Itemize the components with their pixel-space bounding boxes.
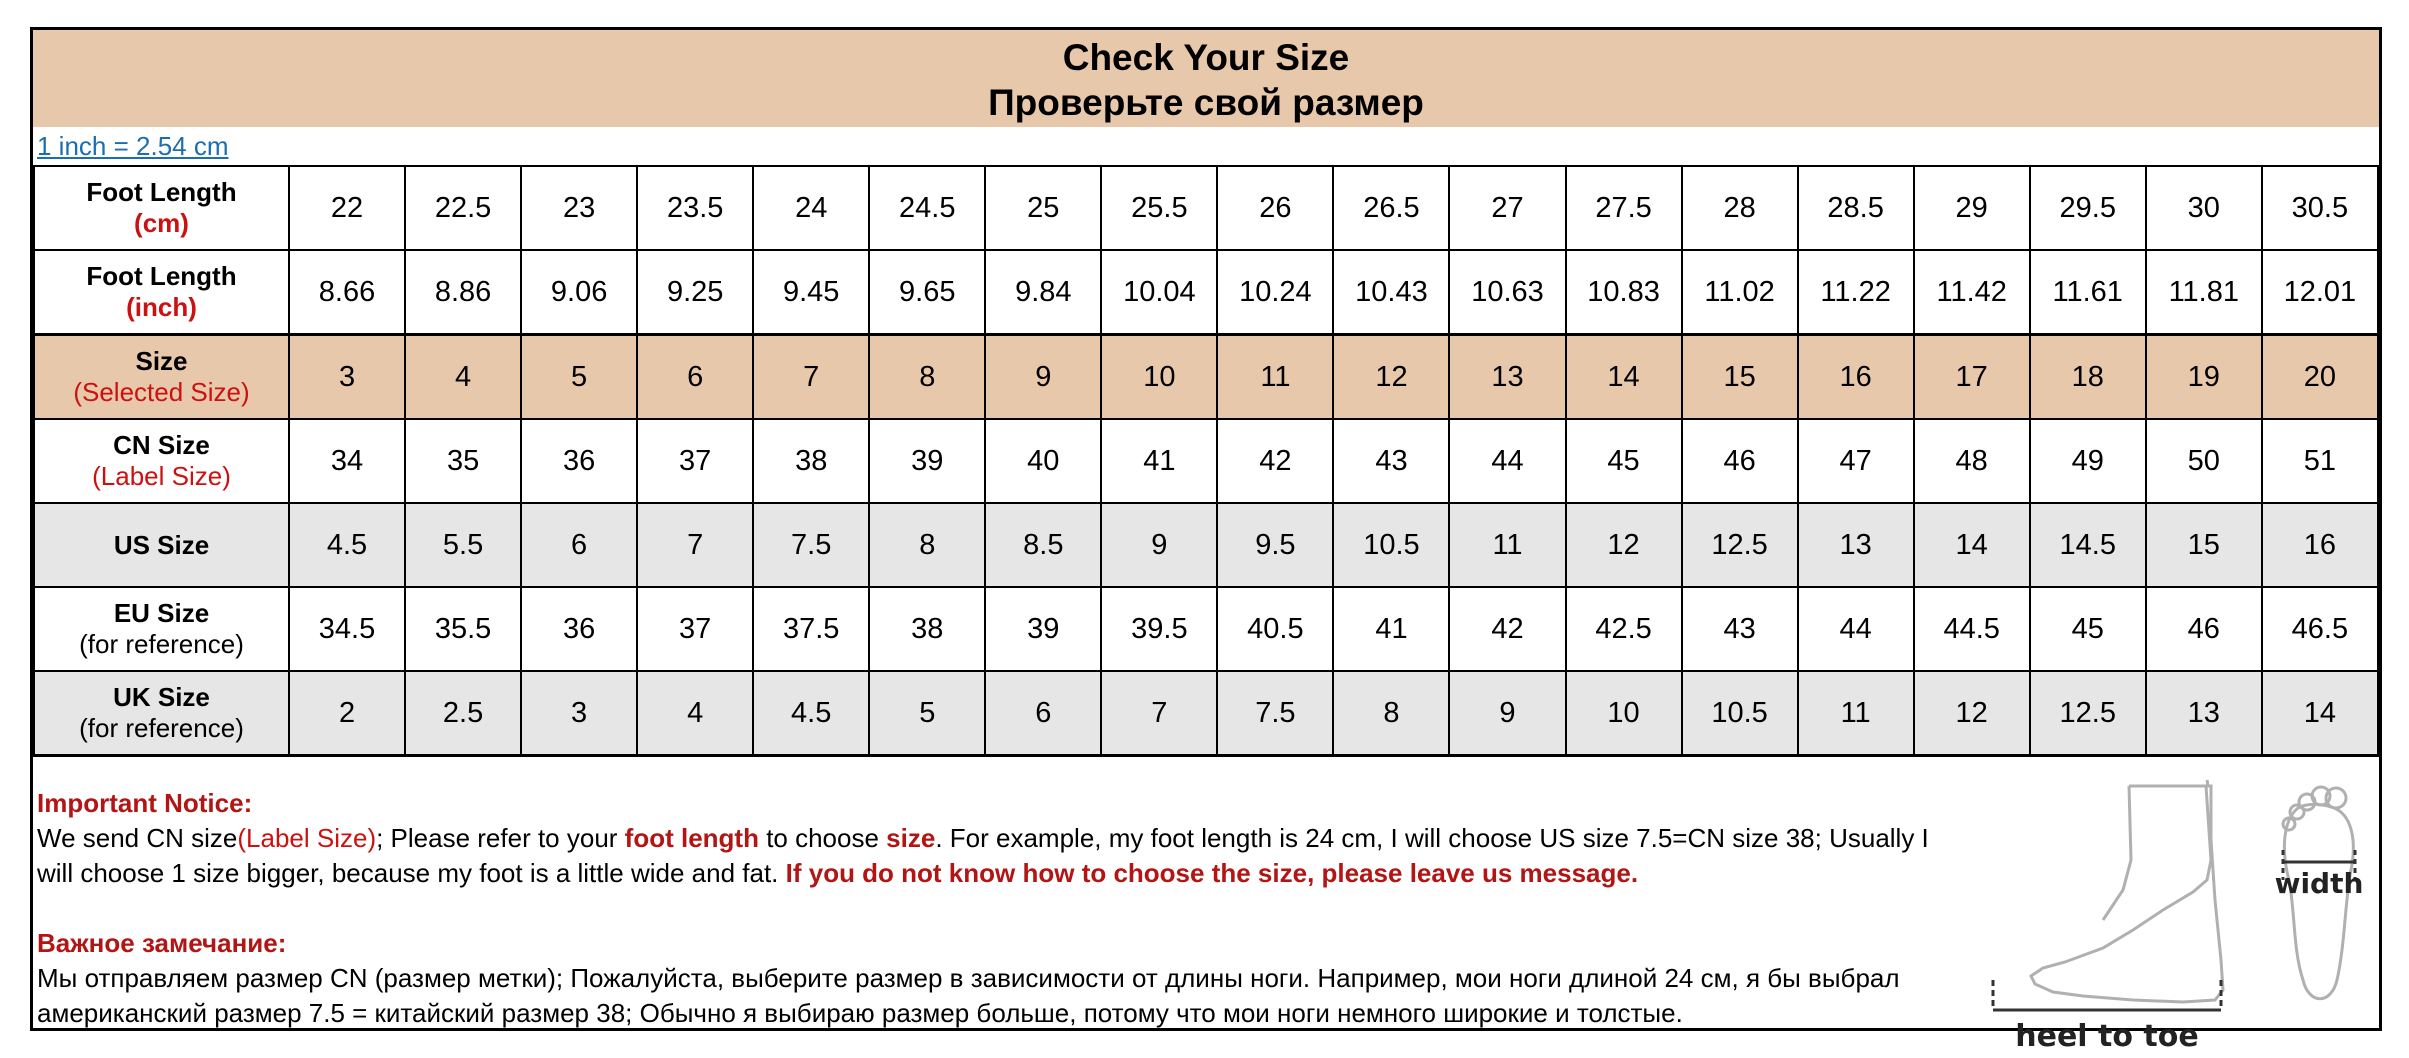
- notice-text: to choose: [758, 823, 887, 853]
- size-cell: 9: [1449, 671, 1565, 756]
- size-cell: 6: [521, 503, 637, 587]
- size-cell: 2.5: [405, 671, 521, 756]
- size-cell: 13: [1449, 335, 1565, 420]
- notice-body-en: [37, 821, 1957, 891]
- size-cell: 40.5: [1217, 587, 1333, 671]
- size-cell: 18: [2030, 335, 2146, 420]
- row-label-main: US Size: [113, 529, 210, 560]
- table-row: [34, 587, 2378, 671]
- row-label-main: Size: [135, 346, 188, 376]
- size-cell: 14: [1566, 335, 1682, 420]
- row-label: [34, 587, 289, 671]
- size-cell: 39: [985, 587, 1101, 671]
- row-label: [34, 671, 289, 756]
- size-cell: 44: [1798, 587, 1914, 671]
- size-cell: 11.42: [1914, 250, 2030, 335]
- size-cell: 11.81: [2146, 250, 2262, 335]
- size-cell: 13: [2146, 671, 2262, 756]
- size-cell: 10.63: [1449, 250, 1565, 335]
- size-cell: 51: [2262, 419, 2378, 503]
- row-label: [34, 335, 289, 420]
- size-cell: 41: [1101, 419, 1217, 503]
- size-cell: 6: [637, 335, 753, 420]
- size-cell: 46: [1682, 419, 1798, 503]
- size-cell: 23.5: [637, 166, 753, 250]
- size-cell: 29: [1914, 166, 2030, 250]
- size-cell: 34: [289, 419, 405, 503]
- table-row: [34, 250, 2378, 335]
- size-cell: 46: [2146, 587, 2262, 671]
- width-label: width: [2274, 867, 2364, 900]
- size-cell: 20: [2262, 335, 2378, 420]
- size-cell: 44.5: [1914, 587, 2030, 671]
- size-cell: 30: [2146, 166, 2262, 250]
- size-cell: 12.5: [1682, 503, 1798, 587]
- size-cell: 47: [1798, 419, 1914, 503]
- size-cell: 2: [289, 671, 405, 756]
- size-cell: 9.65: [869, 250, 985, 335]
- size-cell: 7: [753, 335, 869, 420]
- size-cell: 11.22: [1798, 250, 1914, 335]
- size-cell: 25.5: [1101, 166, 1217, 250]
- size-cell: 14.5: [2030, 503, 2146, 587]
- size-cell: 37: [637, 587, 753, 671]
- size-cell: 8: [1333, 671, 1449, 756]
- title-russian: Проверьте свой размер: [988, 82, 1424, 123]
- size-cell: 7: [1101, 671, 1217, 756]
- size-cell: 3: [289, 335, 405, 420]
- notice-text: ; Please refer to your: [376, 823, 625, 853]
- size-cell: 22: [289, 166, 405, 250]
- size-cell: 12.5: [2030, 671, 2146, 756]
- size-cell: 10.04: [1101, 250, 1217, 335]
- row-label: [34, 166, 289, 250]
- size-cell: 9.25: [637, 250, 753, 335]
- size-cell: 7.5: [753, 503, 869, 587]
- size-cell: 5: [869, 671, 985, 756]
- size-cell: 6: [985, 671, 1101, 756]
- row-label-sub: (for reference): [79, 713, 244, 743]
- size-cell: 25: [985, 166, 1101, 250]
- row-label: [34, 419, 289, 503]
- table-row: [34, 166, 2378, 250]
- notice-foot-length: foot length: [624, 823, 759, 853]
- size-chart: [30, 27, 2382, 1054]
- title-english: Check Your Size: [1062, 37, 1350, 78]
- size-cell: 28: [1682, 166, 1798, 250]
- size-cell: 16: [1798, 335, 1914, 420]
- notice-body-ru: Мы отправляем размер CN (размер метки); Пожалуйста, выберите размер в зависимости от длины ноги. Например, мои ноги длиной 24 см, я бы выбрал американский размер 7.5 = китайский размер 38; Обычно я выбираю размер больше, потому что мои ноги немного широкие и толстые.: [37, 963, 1900, 1028]
- size-cell: 16: [2262, 503, 2378, 587]
- row-label-sub: (inch): [126, 292, 197, 322]
- size-cell: 23: [521, 166, 637, 250]
- size-cell: 4.5: [289, 503, 405, 587]
- size-cell: 27: [1449, 166, 1565, 250]
- size-cell: 11: [1798, 671, 1914, 756]
- table-row: [34, 419, 2378, 503]
- foot-measure-illustration: [1953, 780, 2373, 1054]
- notice-text: . For example, my foot length is 24 cm, I will choose US size 7.5=CN size 38; Usually I will choose 1 size bigger, because my foot is a little wide and fat.: [37, 823, 1929, 888]
- size-cell: 12.01: [2262, 250, 2378, 335]
- size-cell: 35: [405, 419, 521, 503]
- size-cell: 49: [2030, 419, 2146, 503]
- size-cell: 15: [1682, 335, 1798, 420]
- size-cell: 26.5: [1333, 166, 1449, 250]
- size-cell: 10.43: [1333, 250, 1449, 335]
- size-cell: 8.5: [985, 503, 1101, 587]
- size-cell: 27.5: [1566, 166, 1682, 250]
- size-cell: 13: [1798, 503, 1914, 587]
- size-cell: 9.84: [985, 250, 1101, 335]
- size-cell: 37.5: [753, 587, 869, 671]
- size-cell: 4.5: [753, 671, 869, 756]
- size-cell: 9.06: [521, 250, 637, 335]
- size-cell: 42.5: [1566, 587, 1682, 671]
- row-label-sub: (Label Size): [92, 461, 231, 491]
- size-cell: 28.5: [1798, 166, 1914, 250]
- size-cell: 8: [869, 503, 985, 587]
- size-cell: 9.45: [753, 250, 869, 335]
- table-row: [34, 503, 2378, 587]
- size-cell: 46.5: [2262, 587, 2378, 671]
- size-cell: 10: [1566, 671, 1682, 756]
- size-cell: 44: [1449, 419, 1565, 503]
- row-label-main: Foot Length: [86, 261, 237, 291]
- size-cell: 4: [637, 671, 753, 756]
- size-cell: 12: [1333, 335, 1449, 420]
- size-cell: 30.5: [2262, 166, 2378, 250]
- size-cell: 4: [405, 335, 521, 420]
- size-table: [33, 165, 2379, 757]
- size-cell: 22.5: [405, 166, 521, 250]
- size-cell: 38: [869, 587, 985, 671]
- size-cell: 38: [753, 419, 869, 503]
- notice-title-ru: Важное замечание:: [37, 928, 287, 958]
- size-cell: 9: [1101, 503, 1217, 587]
- size-cell: 26: [1217, 166, 1333, 250]
- size-cell: 5: [521, 335, 637, 420]
- row-label-main: EU Size: [113, 598, 210, 628]
- notice-text: We send CN size: [37, 823, 238, 853]
- table-row: [34, 671, 2378, 756]
- size-cell: 34.5: [289, 587, 405, 671]
- size-cell: 7.5: [1217, 671, 1333, 756]
- size-cell: 14: [2262, 671, 2378, 756]
- size-cell: 8.86: [405, 250, 521, 335]
- table-row: [34, 335, 2378, 420]
- size-cell: 45: [1566, 419, 1682, 503]
- row-label-sub: (for reference): [79, 629, 244, 659]
- notice-size: size: [886, 823, 936, 853]
- size-cell: 11: [1449, 503, 1565, 587]
- size-cell: 8.66: [289, 250, 405, 335]
- size-cell: 8: [869, 335, 985, 420]
- size-cell: 9: [985, 335, 1101, 420]
- size-cell: 24: [753, 166, 869, 250]
- size-cell: 5.5: [405, 503, 521, 587]
- size-cell: 43: [1333, 419, 1449, 503]
- notice-title-en: Important Notice:: [37, 788, 253, 818]
- size-cell: 12: [1566, 503, 1682, 587]
- size-cell: 50: [2146, 419, 2262, 503]
- size-cell: 10.5: [1682, 671, 1798, 756]
- measure-line: [1993, 980, 2221, 1010]
- notice-label-size: (Label Size): [237, 823, 377, 853]
- size-cell: 10.24: [1217, 250, 1333, 335]
- size-cell: 11.61: [2030, 250, 2146, 335]
- row-label: [34, 503, 289, 587]
- size-cell: 15: [2146, 503, 2262, 587]
- size-cell: 35.5: [405, 587, 521, 671]
- row-label: [34, 250, 289, 335]
- size-cell: 39: [869, 419, 985, 503]
- size-cell: 24.5: [869, 166, 985, 250]
- size-cell: 29.5: [2030, 166, 2146, 250]
- size-cell: 9.5: [1217, 503, 1333, 587]
- size-cell: 39.5: [1101, 587, 1217, 671]
- size-cell: 10.5: [1333, 503, 1449, 587]
- size-cell: 14: [1914, 503, 2030, 587]
- size-cell: 41: [1333, 587, 1449, 671]
- header-band: [33, 30, 2379, 127]
- size-cell: 42: [1217, 419, 1333, 503]
- size-cell: 48: [1914, 419, 2030, 503]
- size-cell: 36: [521, 587, 637, 671]
- row-label-main: Foot Length: [86, 177, 237, 207]
- size-cell: 19: [2146, 335, 2262, 420]
- row-label-sub: (cm): [134, 208, 189, 238]
- size-cell: 3: [521, 671, 637, 756]
- size-cell: 37: [637, 419, 753, 503]
- size-cell: 17: [1914, 335, 2030, 420]
- size-cell: 10.83: [1566, 250, 1682, 335]
- foot-side-icon: [2031, 780, 2225, 1002]
- size-cell: 43: [1682, 587, 1798, 671]
- size-cell: 7: [637, 503, 753, 587]
- heel-to-toe-label: heel to toe: [2015, 1019, 2199, 1054]
- row-label-main: CN Size: [113, 430, 210, 460]
- size-cell: 11.02: [1682, 250, 1798, 335]
- size-cell: 36: [521, 419, 637, 503]
- notice-message: If you do not know how to choose the size, please leave us message.: [785, 858, 1639, 888]
- size-cell: 11: [1217, 335, 1333, 420]
- size-cell: 45: [2030, 587, 2146, 671]
- size-cell: 10: [1101, 335, 1217, 420]
- inch-conversion-link[interactable]: 1 inch = 2.54 cm: [37, 131, 229, 161]
- size-cell: 40: [985, 419, 1101, 503]
- row-label-main: UK Size: [113, 682, 210, 712]
- size-cell: 12: [1914, 671, 2030, 756]
- notice-section: [37, 786, 1957, 1031]
- size-cell: 42: [1449, 587, 1565, 671]
- row-label-sub: (Selected Size): [73, 377, 250, 407]
